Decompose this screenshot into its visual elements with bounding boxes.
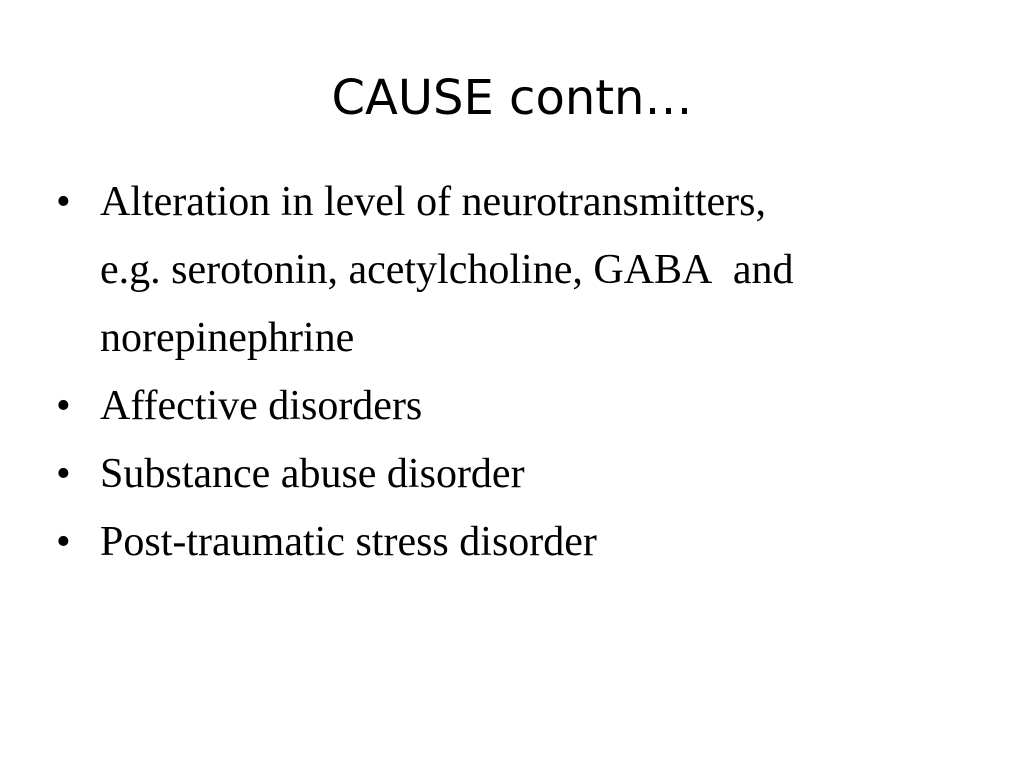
bullet-line bbox=[100, 236, 976, 304]
bullet-icon: • bbox=[56, 451, 71, 497]
bullet-item-neurotransmitters bbox=[56, 168, 976, 372]
bullet-line: Alteration in level of neurotransmitters, bbox=[100, 179, 766, 225]
bullet-icon: • bbox=[56, 383, 71, 429]
bullet-line-part: and bbox=[732, 247, 794, 293]
bullet-text: Substance abuse disorder bbox=[100, 451, 525, 497]
bullet-text: Affective disorders bbox=[100, 383, 423, 429]
bullet-text bbox=[100, 168, 976, 372]
slide-title: CAUSE contn… bbox=[331, 70, 693, 126]
bullet-icon: • bbox=[56, 179, 71, 225]
bullet-item-affective bbox=[56, 372, 976, 440]
bullet-line-part: e.g. serotonin, acetylcholine, GABA bbox=[100, 247, 713, 293]
bullet-item-ptsd bbox=[56, 508, 976, 576]
bullet-text: Post-traumatic stress disorder bbox=[100, 519, 597, 565]
bullet-item-substance bbox=[56, 440, 976, 508]
bullet-list bbox=[56, 168, 976, 576]
bullet-icon: • bbox=[56, 519, 71, 565]
bullet-line: norepinephrine bbox=[100, 315, 355, 361]
